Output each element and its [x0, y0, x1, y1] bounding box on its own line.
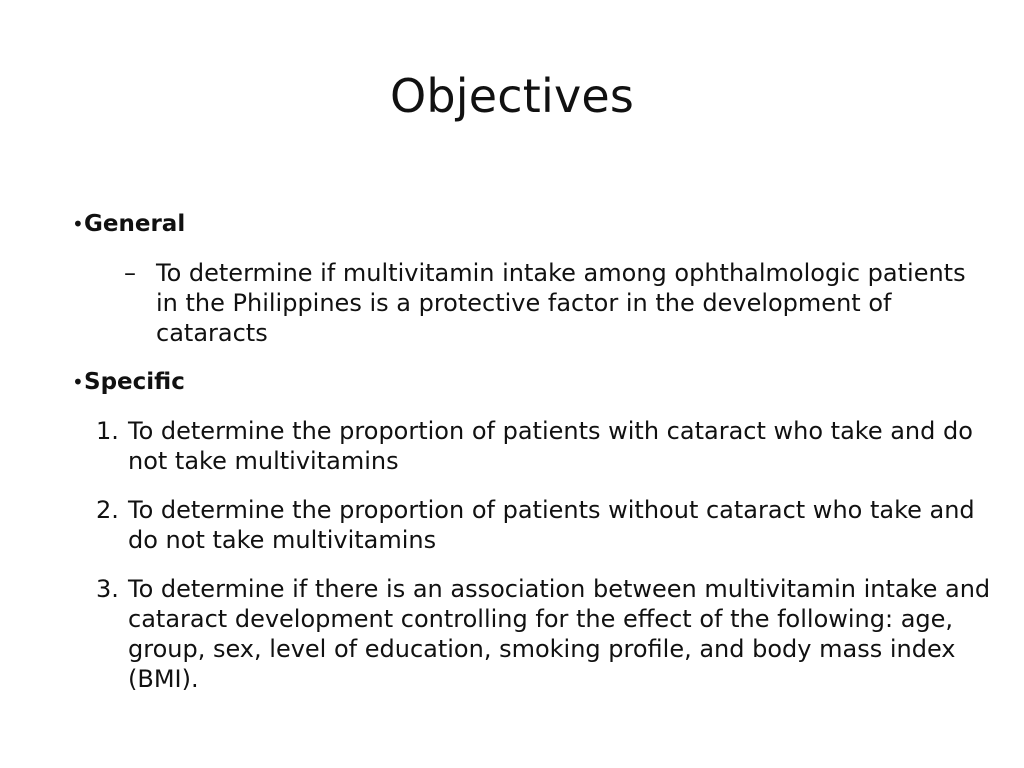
- general-objective-text: To determine if multivitamin intake among ophthalmologic patients in the Philippines is a protective factor in the development of cataracts: [156, 259, 966, 347]
- bullet-icon: •: [72, 212, 84, 236]
- section-heading-general: General: [84, 211, 186, 237]
- specific-objective-2: [96, 495, 992, 555]
- specific-objective-1: [96, 416, 992, 476]
- slide-title: Objectives: [389, 69, 635, 123]
- specific-objective-3: [96, 574, 992, 694]
- section-heading-specific: Specific: [84, 369, 185, 395]
- general-objective: [124, 258, 992, 348]
- bullet-icon: •: [72, 370, 84, 394]
- slide-content: [72, 209, 992, 713]
- specific-objective-text: To determine the proportion of patients without cataract who take and do not take multivitamins: [128, 496, 975, 554]
- number-marker: 3.: [96, 575, 119, 603]
- number-marker: 1.: [96, 417, 119, 445]
- dash-marker: –: [124, 259, 136, 287]
- specific-objective-text: To determine if there is an association between multivitamin intake and cataract development controlling for the effect of the following: age, group, sex, level of education, smoking profile, and body mass index (BMI).: [128, 575, 991, 693]
- section-general: [72, 209, 992, 239]
- specific-objective-text: To determine the proportion of patients with cataract who take and do not take multivitamins: [128, 417, 973, 475]
- number-marker: 2.: [96, 496, 119, 524]
- section-specific: [72, 367, 992, 397]
